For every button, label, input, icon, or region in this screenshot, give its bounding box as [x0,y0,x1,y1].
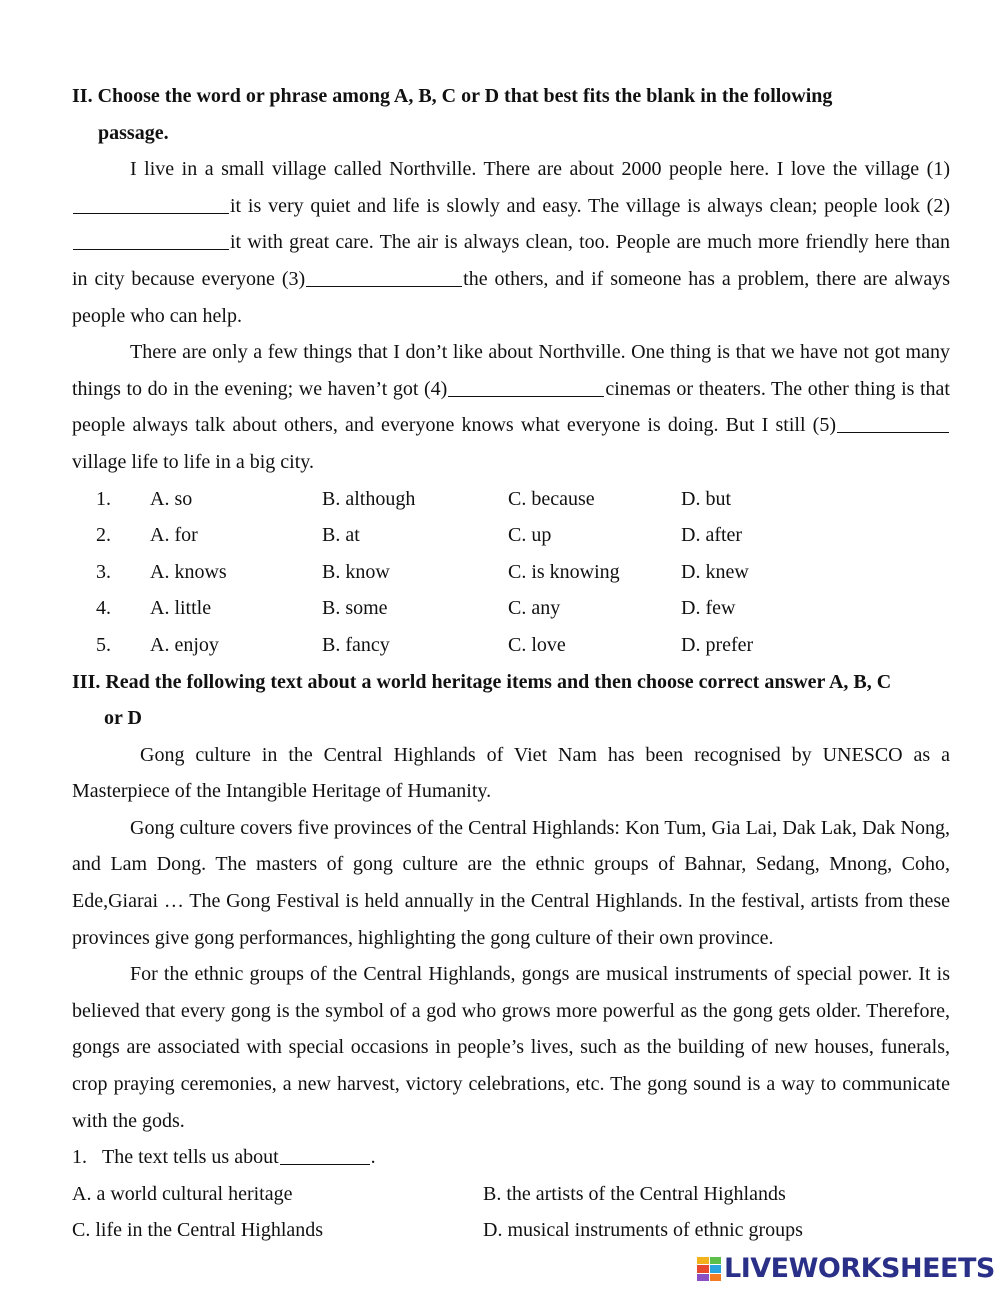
reading-paragraph-1: Gong culture in the Central Highlands of Viet Nam has been recognised by UNESCO as a Masterpiece of the Intangible Heritage of Humanity. [72,743,950,803]
passage-paragraph-1 [72,151,950,334]
answer-blank-4[interactable] [448,376,604,397]
option-b[interactable]: B. fancy [322,633,390,656]
option-a[interactable]: A. a world cultural heritage [72,1182,293,1205]
answer-blank-1[interactable] [73,193,229,214]
question-row [72,517,950,554]
option-d[interactable]: D. musical instruments of ethnic groups [483,1219,803,1242]
option-c[interactable]: C. life in the Central Highlands [72,1219,324,1242]
logo-blocks-icon [697,1257,721,1281]
option-a[interactable]: A. little [150,597,212,620]
option-c[interactable]: C. up [508,524,552,547]
option-d[interactable]: D. prefer [681,633,754,656]
option-c[interactable]: C. is knowing [508,560,620,583]
question-row [72,590,950,627]
answer-blank-q1[interactable] [280,1144,370,1165]
question-row [72,627,950,664]
options-row [72,1212,950,1249]
liveworksheets-logo [697,1253,997,1285]
option-b[interactable]: B. the artists of the Central Highlands [483,1182,786,1205]
section-2-heading-line2: passage. [98,121,169,144]
option-c[interactable]: C. any [508,597,561,620]
option-d[interactable]: D. few [681,597,736,620]
question-row [72,554,950,591]
option-c[interactable]: C. love [508,633,566,656]
question-number: 1. [96,487,111,510]
passage-text: cinemas or theaters. The other thing is that people always talk about others, and everyone knows what everyone is doing. But I still (5) [72,377,950,437]
option-b[interactable]: B. although [322,487,416,510]
logo-text: LIVEWORKSHEETS [724,1253,995,1284]
option-d[interactable]: D. but [681,487,731,510]
section-2-heading [72,78,950,151]
option-a[interactable]: A. enjoy [150,633,219,656]
option-d[interactable]: D. after [681,524,743,547]
answer-blank-3[interactable] [306,266,462,287]
question-stem-end: . [370,1146,376,1169]
passage-text: I live in a small village called Northville. There are about 2000 people here. I love the village (1) [130,158,950,181]
option-b[interactable]: B. some [322,597,388,620]
question-number: 3. [96,560,111,583]
reading-paragraph-2: Gong culture covers five provinces of the Central Highlands: Kon Tum, Gia Lai, Dak Lak, Dak Nong, and Lam Dong. The masters of gong culture are the ethnic groups of Bahnar, Sedang, Mnong, Coho, Ede,Giarai … The Gong Festival is held annually in the Central Highlands. In the festival, artists from these provinces give gong performances, highlighting the gong culture of their own province. [72,816,950,949]
answer-blank-5[interactable] [837,412,949,433]
option-d[interactable]: D. knew [681,560,749,583]
option-b[interactable]: B. at [322,524,360,547]
question-number: 1. [72,1146,87,1169]
question-number: 4. [96,597,111,620]
worksheet-page [72,78,950,1249]
reading-question-1 [72,1139,950,1176]
question-number: 5. [96,633,111,656]
passage-text: it is very quiet and life is slowly and easy. The village is always clean; people look (2) [230,194,950,217]
question-row [72,481,950,518]
section-3-heading-line1: III. Read the following text about a world heritage items and then choose correct answer A, B, C [72,670,892,693]
question-list [72,481,950,664]
question-stem: The text tells us about [102,1146,279,1169]
section-3-heading [72,664,950,737]
passage-text: There are only a few things that I don’t like about Northville. One thing is that we have not got many things to do in the evening; we haven’t got (4) [72,341,950,400]
section-3-heading-line2: or D [104,707,142,730]
passage-text: it with great care. The air is always clean, too. People are much more friendly here than in city because everyone (3) [72,231,950,290]
option-a[interactable]: A. so [150,487,193,510]
passage-text: the others, and if someone has a problem, there are always people who can help. [72,267,951,327]
option-a[interactable]: A. for [150,524,198,547]
option-a[interactable]: A. knows [150,560,227,583]
option-c[interactable]: C. because [508,487,595,510]
answer-blank-2[interactable] [73,229,229,250]
question-number: 2. [96,524,111,547]
section-2-heading-line1: II. Choose the word or phrase among A, B, C or D that best fits the blank in the following [72,85,833,107]
option-b[interactable]: B. know [322,560,390,583]
passage-paragraph-2 [72,334,950,480]
reading-paragraph-3: For the ethnic groups of the Central Highlands, gongs are musical instruments of special power. It is believed that every gong is the symbol of a god who grows more powerful as the gong gets older. Therefore, gongs are associated with special occasions in people’s lives, such as the building of new houses, funerals, crop praying ceremonies, a new harvest, victory celebrations, etc. The gong sound is a way to communicate with the gods. [72,963,950,1132]
passage-text: village life to life in a big city. [72,450,314,473]
options-row [72,1176,950,1213]
